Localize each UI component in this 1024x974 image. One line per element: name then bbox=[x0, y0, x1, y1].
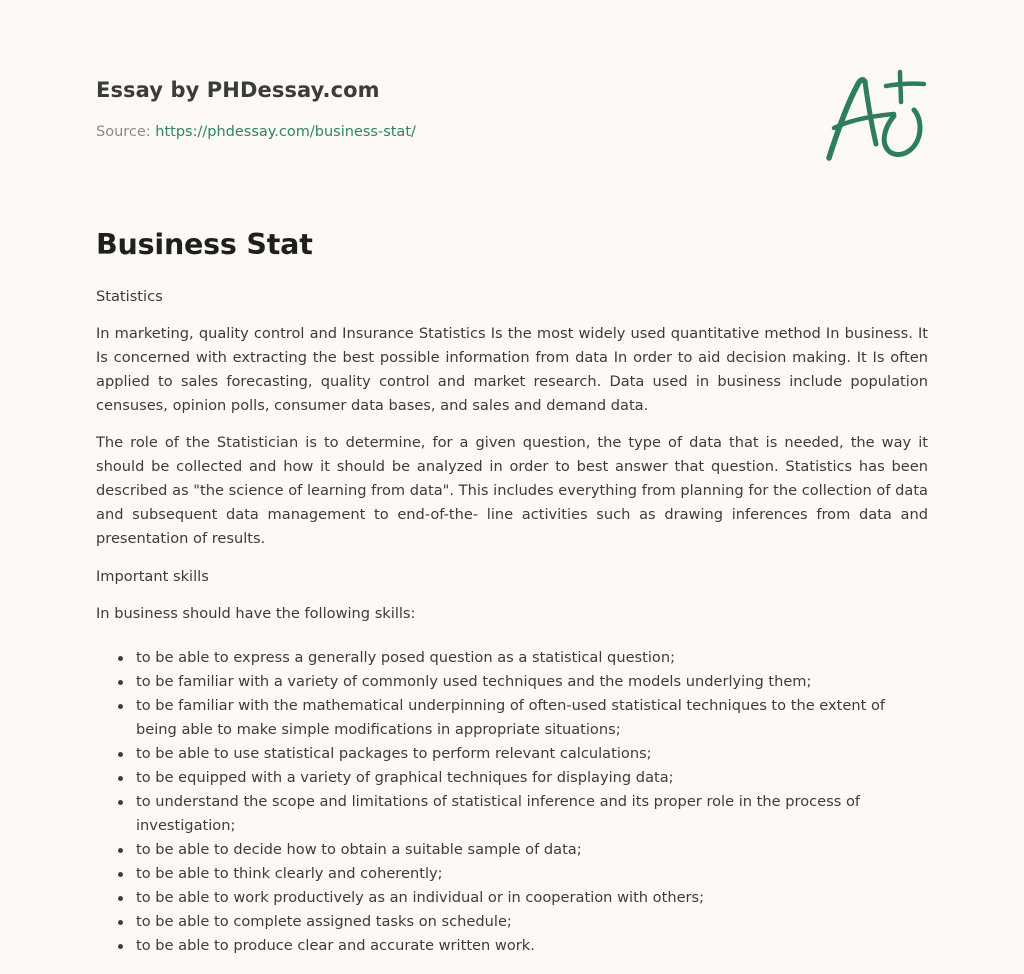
list-item: to be able to produce clear and accurate written work. bbox=[136, 934, 928, 958]
paragraph: In marketing, quality control and Insurance Statistics Is the most widely used quantitative method In business. It Is concerned with extracting the best possible information from data In order to aid decision making. It Is often applied to sales forecasting, quality control and market research. Data used in business include population censuses, opinion polls, consumer data bases, and sales and demand data. bbox=[96, 325, 928, 414]
source-line bbox=[96, 122, 928, 142]
list-item: to be able to express a generally posed question as a statistical question; bbox=[136, 646, 928, 670]
subheading-important-skills: Important skills bbox=[96, 568, 209, 585]
list-item: to be able to think clearly and coherently; bbox=[136, 862, 928, 886]
paragraph: The role of the Statistician is to determine, for a given question, the type of data that is needed, the way it should be collected and how it should be analyzed in order to best answer that question. Statistics has been described as "the science of learning from data". This includes everything from planning for the collection of data and subsequent data management to end-of-the- line activities such as drawing inferences from data and presentation of results. bbox=[96, 434, 928, 547]
list-item: to be able to complete assigned tasks on schedule; bbox=[136, 910, 928, 934]
list-item: to be able to use statistical packages to perform relevant calculations; bbox=[136, 742, 928, 766]
list-item: to be familiar with the mathematical underpinning of often-used statistical techniques to the extent of being able to make simple modifications in appropriate situations; bbox=[136, 694, 928, 742]
skills-list bbox=[96, 646, 928, 958]
page-header bbox=[96, 75, 928, 142]
brand-title: Essay by PHDessay.com bbox=[96, 78, 380, 102]
list-item: to understand the scope and limitations of statistical inference and its proper role in the process of investigation; bbox=[136, 790, 928, 838]
list-item: to be familiar with a variety of commonly used techniques and the models underlying them; bbox=[136, 670, 928, 694]
essay-title: Business Stat bbox=[96, 228, 313, 261]
source-link[interactable]: https://phdessay.com/business-stat/ bbox=[155, 124, 416, 140]
list-item: to be able to decide how to obtain a suitable sample of data; bbox=[136, 838, 928, 862]
list-item: to be equipped with a variety of graphical techniques for displaying data; bbox=[136, 766, 928, 790]
essay-body bbox=[96, 285, 928, 958]
a-plus-logo-icon bbox=[820, 66, 930, 166]
subheading-statistics: Statistics bbox=[96, 288, 163, 305]
list-item: to be able to work productively as an individual or in cooperation with others; bbox=[136, 886, 928, 910]
paragraph: In business should have the following skills: bbox=[96, 605, 416, 622]
source-label: Source: bbox=[96, 124, 156, 140]
